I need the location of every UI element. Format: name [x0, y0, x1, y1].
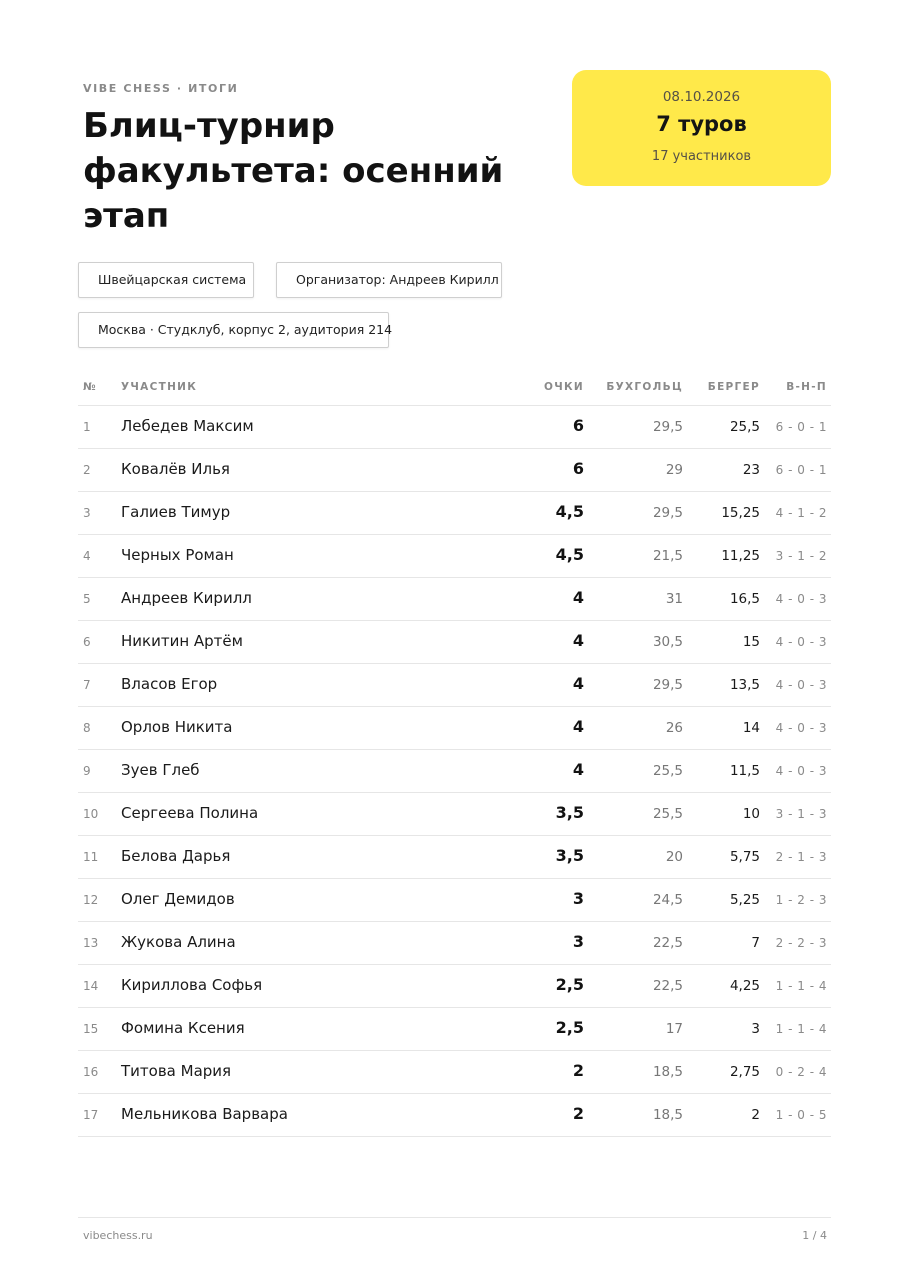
player-name: Титова Мария	[121, 1062, 232, 1080]
player-name: Никитин Артём	[121, 632, 243, 650]
berger-cell: 23	[742, 462, 760, 478]
table-row	[78, 1051, 831, 1094]
rank-cell: 6	[83, 635, 91, 649]
buchholz-cell: 18,5	[652, 1064, 683, 1080]
player-name: Фомина Ксения	[121, 1019, 245, 1037]
buchholz-cell: 29,5	[652, 677, 683, 693]
rank-cell: 4	[83, 549, 91, 563]
player-name: Андреев Кирилл	[121, 589, 252, 607]
wdl-cell: 1 - 2 - 3	[775, 893, 827, 907]
player-name: Кириллова Софья	[121, 976, 263, 994]
wdl-cell: 4 - 0 - 3	[775, 764, 827, 778]
player-name: Зуев Глеб	[121, 761, 200, 779]
buchholz-cell: 29	[665, 462, 683, 478]
player-name: Власов Егор	[121, 675, 218, 693]
wdl-cell: 4 - 0 - 3	[775, 635, 827, 649]
rank-cell: 11	[83, 850, 99, 864]
report-kicker: VIBE CHESS · ИТОГИ	[83, 82, 239, 95]
berger-cell: 11,5	[729, 763, 760, 779]
wdl-cell: 1 - 1 - 4	[775, 979, 827, 993]
points-cell: 4	[572, 674, 584, 693]
rank-cell: 12	[83, 893, 99, 907]
wdl-cell: 1 - 0 - 5	[775, 1108, 827, 1122]
wdl-cell: 4 - 0 - 3	[775, 721, 827, 735]
berger-cell: 13,5	[729, 677, 760, 693]
rank-cell: 16	[83, 1065, 99, 1079]
page-number: 1 / 4	[802, 1229, 827, 1242]
wdl-cell: 4 - 0 - 3	[775, 592, 827, 606]
rank-cell: 15	[83, 1022, 99, 1036]
buchholz-cell: 22,5	[652, 935, 683, 951]
table-row	[78, 578, 831, 621]
table-body	[78, 406, 831, 1137]
table-row	[78, 879, 831, 922]
player-name: Орлов Никита	[121, 718, 233, 736]
wdl-cell: 3 - 1 - 3	[775, 807, 827, 821]
points-cell: 3,5	[555, 803, 584, 822]
buchholz-cell: 29,5	[652, 419, 683, 435]
footer-site: vibechess.ru	[83, 1229, 153, 1242]
berger-cell: 15	[742, 634, 760, 650]
points-cell: 3,5	[555, 846, 584, 865]
rounds-count: 7 туров	[656, 112, 747, 136]
buchholz-cell: 20	[665, 849, 683, 865]
rank-cell: 14	[83, 979, 99, 993]
wdl-cell: 4 - 0 - 3	[775, 678, 827, 692]
points-cell: 6	[572, 459, 584, 478]
wdl-cell: 2 - 1 - 3	[775, 850, 827, 864]
table-row	[78, 707, 831, 750]
column-points: ОЧКИ	[544, 381, 584, 393]
table-row	[78, 406, 831, 449]
berger-cell: 3	[751, 1021, 760, 1037]
player-name: Черных Роман	[121, 546, 234, 564]
points-cell: 4,5	[555, 502, 584, 521]
berger-cell: 15,25	[721, 505, 760, 521]
buchholz-cell: 24,5	[652, 892, 683, 908]
points-cell: 4	[572, 717, 584, 736]
wdl-cell: 3 - 1 - 2	[775, 549, 827, 563]
table-row	[78, 965, 831, 1008]
points-cell: 3	[572, 932, 584, 951]
wdl-cell: 6 - 0 - 1	[775, 420, 827, 434]
buchholz-cell: 21,5	[652, 548, 683, 564]
points-cell: 4	[572, 631, 584, 650]
player-name: Жукова Алина	[121, 933, 236, 951]
column-player: УЧАСТНИК	[121, 381, 198, 393]
column-berger: БЕРГЕР	[707, 381, 760, 393]
buchholz-cell: 26	[665, 720, 683, 736]
player-name: Сергеева Полина	[121, 804, 259, 822]
table-row	[78, 750, 831, 793]
page-title: Блиц-турнир факультета: осенний этап	[83, 106, 504, 236]
rank-cell: 13	[83, 936, 99, 950]
wdl-cell: 1 - 1 - 4	[775, 1022, 827, 1036]
rank-cell: 1	[83, 420, 91, 434]
column-rank: №	[83, 381, 97, 393]
buchholz-cell: 29,5	[652, 505, 683, 521]
buchholz-cell: 25,5	[652, 763, 683, 779]
points-cell: 2,5	[555, 1018, 584, 1037]
tournament-summary-card	[572, 70, 831, 186]
page-footer	[78, 1217, 831, 1242]
berger-cell: 5,75	[729, 849, 760, 865]
berger-cell: 14	[742, 720, 760, 736]
player-name: Белова Дарья	[121, 847, 231, 865]
buchholz-cell: 25,5	[652, 806, 683, 822]
points-cell: 4	[572, 588, 584, 607]
berger-cell: 16,5	[729, 591, 760, 607]
points-cell: 2	[572, 1104, 584, 1123]
buchholz-cell: 18,5	[652, 1107, 683, 1123]
berger-cell: 5,25	[729, 892, 760, 908]
buchholz-cell: 31	[665, 591, 683, 607]
berger-cell: 2	[751, 1107, 760, 1123]
points-cell: 2	[572, 1061, 584, 1080]
column-buchholz: БУХГОЛЬЦ	[606, 381, 683, 393]
table-row	[78, 836, 831, 879]
rank-cell: 3	[83, 506, 91, 520]
berger-cell: 25,5	[729, 419, 760, 435]
table-row	[78, 922, 831, 965]
table-row	[78, 492, 831, 535]
points-cell: 2,5	[555, 975, 584, 994]
berger-cell: 11,25	[721, 548, 760, 564]
table-row	[78, 664, 831, 707]
table-row	[78, 621, 831, 664]
rank-cell: 5	[83, 592, 91, 606]
berger-cell: 10	[742, 806, 760, 822]
berger-cell: 7	[751, 935, 760, 951]
players-count: 17 участников	[651, 149, 752, 164]
wdl-cell: 2 - 2 - 3	[775, 936, 827, 950]
buchholz-cell: 22,5	[652, 978, 683, 994]
player-name: Лебедев Максим	[121, 417, 254, 435]
player-name: Мельникова Варвара	[121, 1105, 288, 1123]
player-name: Олег Демидов	[121, 890, 235, 908]
table-row	[78, 1008, 831, 1051]
berger-cell: 2,75	[729, 1064, 760, 1080]
wdl-cell: 6 - 0 - 1	[775, 463, 827, 477]
points-cell: 3	[572, 889, 584, 908]
rank-cell: 10	[83, 807, 99, 821]
wdl-cell: 0 - 2 - 4	[775, 1065, 827, 1079]
standings-table	[78, 368, 831, 1137]
tournament-date: 08.10.2026	[662, 89, 741, 105]
buchholz-cell: 30,5	[652, 634, 683, 650]
tag-venue: Москва · Студклуб, корпус 2, аудитория 214	[78, 312, 389, 348]
rank-cell: 2	[83, 463, 91, 477]
player-name: Ковалёв Илья	[121, 460, 230, 478]
buchholz-cell: 17	[665, 1021, 683, 1037]
tag-system: Швейцарская система	[78, 262, 254, 298]
wdl-cell: 4 - 1 - 2	[775, 506, 827, 520]
points-cell: 6	[572, 416, 584, 435]
table-row	[78, 1094, 831, 1137]
berger-cell: 4,25	[729, 978, 760, 994]
points-cell: 4	[572, 760, 584, 779]
rank-cell: 7	[83, 678, 91, 692]
table-header	[78, 368, 831, 406]
rank-cell: 8	[83, 721, 91, 735]
player-name: Галиев Тимур	[121, 503, 231, 521]
table-row	[78, 793, 831, 836]
rank-cell: 9	[83, 764, 91, 778]
table-row	[78, 535, 831, 578]
rank-cell: 17	[83, 1108, 99, 1122]
column-wdl: В-Н-П	[786, 381, 827, 393]
tag-organizer: Организатор: Андреев Кирилл	[276, 262, 502, 298]
table-row	[78, 449, 831, 492]
points-cell: 4,5	[555, 545, 584, 564]
